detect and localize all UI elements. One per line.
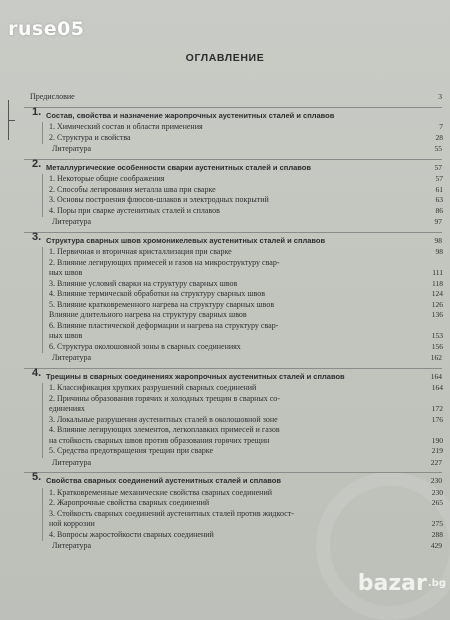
section-page: 219 bbox=[431, 446, 443, 455]
chapter-page: 164 bbox=[430, 371, 442, 381]
toc-chapter-heading bbox=[24, 159, 442, 173]
toc-chapter-heading bbox=[24, 368, 442, 382]
section-title: 2. Причины образования горячих и холодных трещин в сварных со- bbox=[49, 393, 280, 403]
toc-literature bbox=[24, 541, 442, 552]
section-page: 190 bbox=[431, 435, 443, 445]
toc-section bbox=[43, 519, 443, 530]
toc-section bbox=[43, 279, 443, 290]
chapter-number: 5. bbox=[32, 471, 42, 483]
section-title: 4. Поры при сварке аустенитных сталей и сплавов bbox=[49, 205, 220, 215]
chapter-page: 230 bbox=[430, 476, 442, 485]
chapter-title: Свойства сварных соединений аустенитных сталей и сплавов bbox=[46, 476, 281, 485]
toc-section bbox=[43, 185, 443, 196]
toc-section bbox=[43, 509, 443, 520]
toc-section bbox=[43, 436, 443, 447]
toc-section bbox=[43, 174, 443, 185]
toc-section bbox=[43, 247, 443, 258]
section-title: 4. Вопросы жаростойкости сварных соединений bbox=[49, 529, 214, 539]
section-page: 176 bbox=[431, 414, 443, 424]
chapter-number: 2. bbox=[32, 157, 42, 170]
site-watermark bbox=[358, 571, 446, 596]
literature-label: Литература bbox=[52, 541, 92, 550]
section-title: 1. Первичная и вторичная кристаллизация при сварке bbox=[49, 247, 232, 256]
section-page: 111 bbox=[432, 268, 443, 277]
chapter-page: 98 bbox=[434, 235, 442, 245]
toc-section bbox=[43, 498, 443, 509]
section-page: 126 bbox=[431, 299, 443, 309]
front-matter-label: Предисловие bbox=[30, 92, 75, 101]
toc-section bbox=[43, 530, 443, 541]
section-title: 5. Влияние кратковременного нагрева на структуру сварных швов bbox=[49, 299, 275, 309]
chapter-title: Состав, свойства и назначение жаропрочных аустенитных сталей и сплавов bbox=[46, 110, 335, 120]
site-watermark-suffix: .bg bbox=[427, 578, 446, 589]
section-title: 6. Влияние пластической деформации и нагрева на структуру свар- bbox=[49, 320, 279, 330]
section-title: 3. Основы построения флюсов-шлаков и электродных покрытий bbox=[49, 195, 269, 204]
literature-page: 429 bbox=[430, 541, 442, 550]
toc-section bbox=[43, 321, 443, 332]
literature-label: Литература bbox=[52, 457, 92, 467]
toc-front-matter bbox=[24, 92, 442, 103]
toc-section bbox=[43, 300, 443, 311]
toc-section bbox=[43, 415, 443, 426]
section-page: 136 bbox=[431, 310, 443, 319]
toc-literature bbox=[24, 144, 442, 155]
chapter-number: 1. bbox=[32, 105, 42, 118]
chapter-number: 3. bbox=[32, 230, 42, 243]
toc-section bbox=[43, 133, 443, 144]
section-title: 4. Влияние легирующих элементов, легкоплавких примесей и газов bbox=[49, 425, 280, 434]
chapter-sections bbox=[42, 383, 442, 458]
toc-section bbox=[43, 394, 443, 405]
section-page: 86 bbox=[435, 205, 443, 215]
toc-section bbox=[43, 310, 443, 321]
section-page: 288 bbox=[431, 529, 443, 539]
section-page: 124 bbox=[431, 289, 443, 298]
section-title: 2. Структура и свойства bbox=[49, 132, 131, 142]
section-title: 2. Жаропрочные свойства сварных соединений bbox=[49, 498, 210, 507]
site-watermark-name: bazar bbox=[357, 571, 427, 596]
section-title: ной коррозии bbox=[49, 519, 95, 528]
page-title: ОГЛАВЛЕНИЕ bbox=[185, 52, 265, 64]
section-title: 1. Классификация хрупких разрушений сварных соединений bbox=[49, 383, 257, 392]
toc-chapter-heading bbox=[24, 107, 442, 121]
chapter-sections bbox=[42, 122, 442, 144]
toc-section bbox=[43, 195, 443, 206]
section-page: 61 bbox=[435, 184, 443, 194]
section-title: 3. Стойкость сварных соединений аустенитных сталей против жидкост- bbox=[49, 508, 294, 518]
section-page: 275 bbox=[431, 519, 443, 528]
section-title: 1. Кратковременные механические свойства сварных соединений bbox=[49, 487, 273, 497]
literature-label: Литература bbox=[52, 144, 92, 153]
section-page: 153 bbox=[431, 331, 443, 340]
section-title: 1. Химический состав и области применения bbox=[49, 122, 203, 131]
toc-chapter-heading bbox=[24, 472, 442, 486]
front-matter-page: 3 bbox=[438, 92, 442, 101]
section-title: единениях bbox=[49, 404, 85, 413]
chapter-page: 57 bbox=[434, 162, 442, 172]
section-title: на стойкость сварных швов против образования горячих трещин bbox=[49, 435, 270, 445]
chapter-sections bbox=[42, 247, 442, 353]
section-page: 28 bbox=[435, 132, 443, 142]
literature-label: Литература bbox=[52, 353, 92, 362]
toc-section bbox=[43, 425, 443, 436]
section-page: 156 bbox=[431, 341, 443, 351]
toc-section bbox=[43, 404, 443, 415]
chapter-title: Металлургические особенности сварки аустенитных сталей и сплавов bbox=[46, 162, 311, 172]
toc-section bbox=[43, 383, 443, 394]
seller-watermark: ruse05 bbox=[8, 18, 85, 40]
literature-page: 162 bbox=[430, 353, 442, 362]
section-page: 7 bbox=[439, 122, 443, 131]
toc-section bbox=[43, 488, 443, 499]
toc-section bbox=[43, 268, 443, 279]
toc-section bbox=[43, 331, 443, 342]
toc-section bbox=[43, 342, 443, 353]
toc-literature bbox=[24, 217, 442, 228]
toc-section bbox=[43, 289, 443, 300]
section-page: 172 bbox=[431, 404, 443, 413]
section-title: 3. Влияние условий сварки на структуру сварных швов bbox=[49, 278, 238, 288]
section-title: 2. Влияние легирующих примесей и газов на микроструктуру свар- bbox=[49, 257, 280, 267]
section-page: 164 bbox=[431, 383, 443, 392]
literature-page: 227 bbox=[430, 457, 442, 467]
section-title: Влияние длительного нагрева на структуру сварных швов bbox=[49, 310, 247, 319]
section-page: 118 bbox=[432, 278, 443, 288]
section-title: ных швов bbox=[49, 268, 83, 277]
section-title: 4. Влияние термической обработки на структуру сварных швов bbox=[49, 289, 266, 298]
chapter-title: Трещины в сварных соединениях жаропрочных аустенитных сталей и сплавов bbox=[46, 371, 345, 381]
toc-section bbox=[43, 446, 443, 457]
toc-section bbox=[43, 206, 443, 217]
section-page: 98 bbox=[435, 247, 443, 256]
section-title: 1. Некоторые общие соображения bbox=[49, 174, 165, 183]
literature-page: 97 bbox=[434, 217, 442, 226]
literature-label: Литература bbox=[52, 217, 92, 226]
toc-section bbox=[43, 258, 443, 269]
toc-literature bbox=[24, 353, 442, 364]
chapter-sections bbox=[42, 174, 442, 217]
chapter-number: 4. bbox=[32, 366, 42, 379]
section-title: ных швов bbox=[49, 331, 83, 340]
literature-page: 55 bbox=[434, 144, 442, 153]
margin-mark bbox=[4, 100, 18, 140]
section-page: 63 bbox=[435, 195, 443, 204]
toc-section bbox=[43, 122, 443, 133]
section-title: 2. Способы легирования металла шва при сварке bbox=[49, 184, 216, 194]
toc-literature bbox=[24, 458, 442, 469]
toc-chapter-heading bbox=[24, 232, 442, 246]
chapter-title: Структура сварных швов хромоникелевых аустенитных сталей и сплавов bbox=[46, 235, 326, 245]
chapter-sections bbox=[42, 488, 442, 542]
section-title: 5. Средства предотвращения трещин при сварке bbox=[49, 446, 214, 455]
section-page: 57 bbox=[435, 174, 443, 183]
section-title: 6. Структура околошовной зоны в сварных соединениях bbox=[49, 341, 241, 351]
section-page: 265 bbox=[431, 498, 443, 507]
section-page: 230 bbox=[431, 487, 443, 497]
table-of-contents bbox=[24, 92, 442, 552]
section-title: 3. Локальные разрушения аустенитных сталей в околошовной зоне bbox=[49, 414, 278, 424]
